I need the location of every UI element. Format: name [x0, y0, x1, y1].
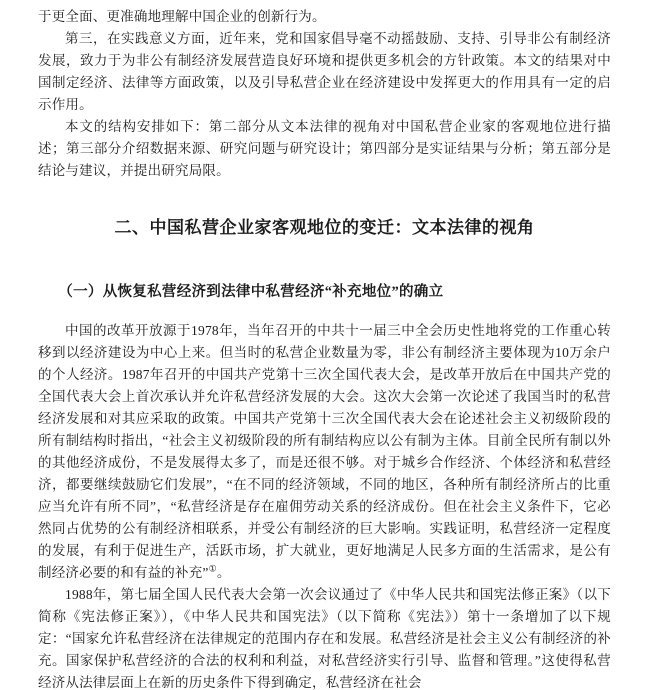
body-paragraph-reform-history [38, 320, 611, 584]
section-heading: 二、中国私营企业家客观地位的变迁：文本法律的视角 [114, 218, 535, 237]
footnote-marker: ① [208, 563, 217, 574]
paragraph-continuation: 于更全面、更准确地理解中国企业的创新行为。 [38, 9, 326, 24]
paragraph-structure-outline: 本文的结构安排如下：第二部分从文本法律的视角对中国私营企业家的客观地位进行描述；第三部分介绍数据来源、研究问题与研究设计；第四部分是实证结果与分析；第五部分是结论与建议，并提出研究局限。 [38, 119, 611, 178]
body-paragraph-constitution-1988: 1988年，第七届全国人民代表大会第一次会议通过了《中华人民共和国宪法修正案》（以下简称《宪法修正案》），《中华人民共和国宪法》（以下简称《宪法》）第十一条增加了以下规定：“国家允许私营经济在法律规定的范围内存在和发展。私营经济是社会主义公有制经济的补充。国家保护私营经济的合法的权利和利益，对私营经济实行引导、监督和管理。”这使得私营经济从法律层面上在新的历史条件下得到确定，私营经济在社会 [38, 587, 611, 690]
paragraph-text-tail: 。 [216, 565, 231, 580]
subsection-heading: （一）从恢复私营经济到法律中私营经济“补充地位”的确立 [58, 284, 444, 300]
paragraph-practical-significance: 第三，在实践意义方面，近年来，党和国家倡导毫不动摇鼓励、支持、引导非公有制经济发展，致力于为非公有制经济发展营造良好环境和提供更多机会的方针政策。本文的结果对中国制定经济、法律等方面政策，以及引导私营企业在经济建设中发挥更大的作用具有一定的启示作用。 [38, 31, 611, 112]
paragraph-text: 中国的改革开放源于1978年，当年召开的中共十一届三中全会历史性地将党的工作重心转移到以经济建设为中心上来。但当时的私营企业数量为零，非公有制经济主要体现为10万余户的个人经济。1987年召开的中国共产党第十三次全国代表大会，是改革开放后在中国共产党的全国代表大会上首次承认并允许私营经济发展的大会。这次大会第一次论述了我国当时的私营经济发展和对其应采取的政策。中国共产党第十三次全国代表大会在论述社会主义初级阶段的所有制结构时指出，“社会主义初级阶段的所有制结构应以公有制为主体。目前全民所有制以外的其他经济成份，不是发展得太多了，而是还很不够。对于城乡合作经济、个体经济和私营经济，都要继续鼓励它们发展”，“在不同的经济领域，不同的地区，各种所有制经济所占的比重应当允许有所不同”，“私营经济是存在雇佣劳动关系的经济成份。但在社会主义条件下，它必然同占优势的公有制经济相联系，并受公有制经济的巨大影响。实践证明，私营经济一定程度的发展，有利于促进生产，活跃市场，扩大就业，更好地满足人民多方面的生活需求，是公有制经济必要的和有益的补充” [38, 323, 611, 580]
